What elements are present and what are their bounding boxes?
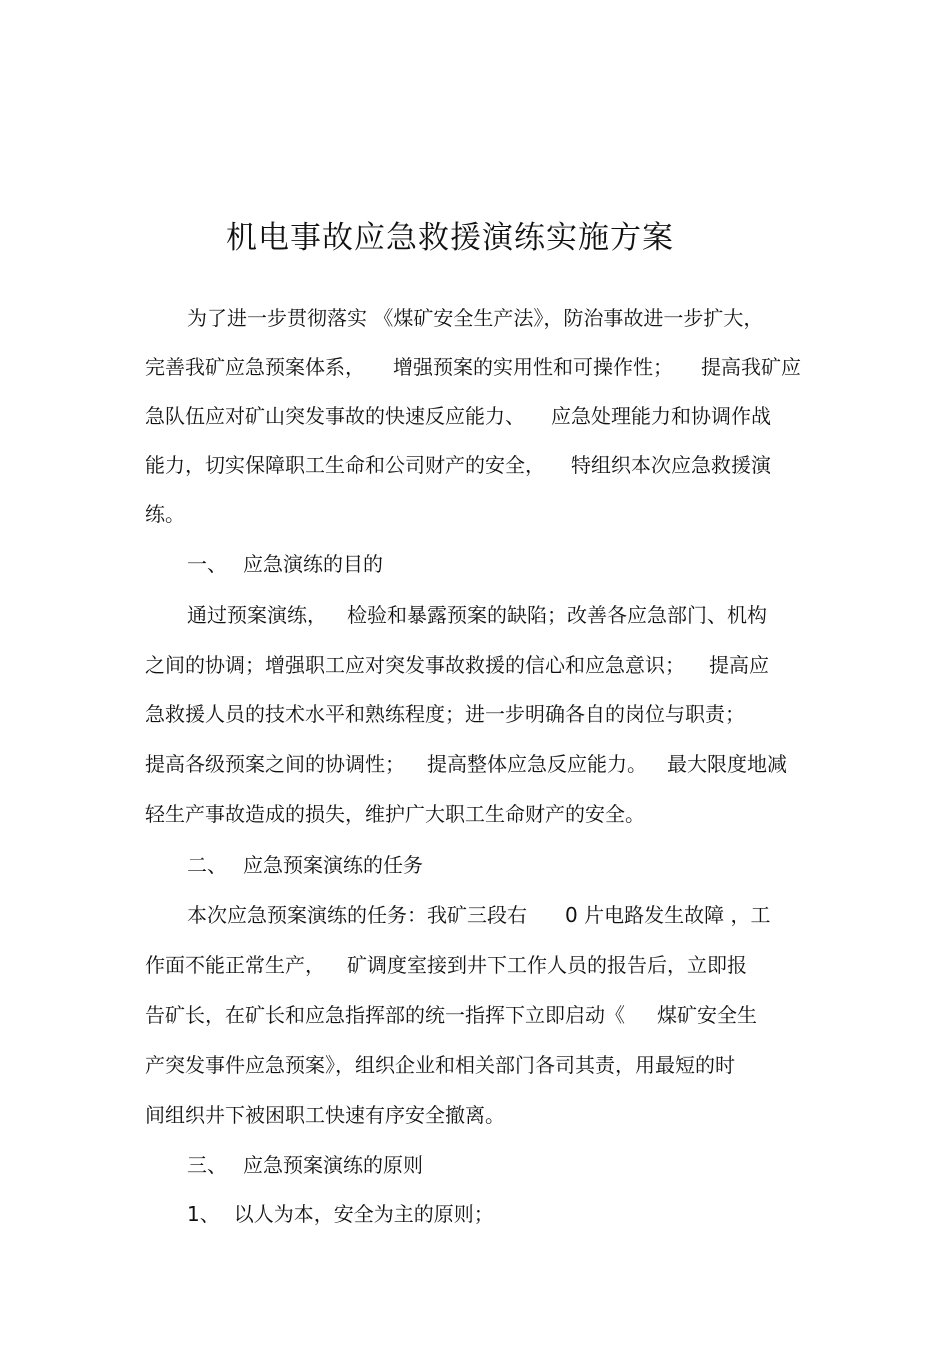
section-1-line-3 (145, 699, 745, 729)
section-heading-text: 应急预案演练的任务 (243, 853, 423, 877)
text-segment: 提高应 (709, 653, 769, 677)
text-segment: 之间的协调；增强职工应对突发事故救援的信心和应急意识； (145, 653, 685, 677)
text-segment: 急队伍应对矿山突发事故的快速反应能力、 (145, 404, 525, 428)
text-segment: 产突发事件应急预案》，组织企业和相关部门各司其责，用最短的时 (145, 1053, 735, 1077)
section-number: 二、 (187, 853, 227, 877)
section-3-heading (187, 1150, 423, 1180)
section-heading-text: 应急预案演练的原则 (243, 1153, 423, 1177)
text-segment: 作面不能正常生产， (145, 953, 325, 977)
text-segment: 检验和暴露预案的缺陷；改善各应急部门、机构 (347, 603, 767, 627)
text-segment: 特组织本次应急救援演 (571, 453, 771, 477)
text-segment: 提高各级预案之间的协调性； (145, 752, 405, 776)
text-segment: 急救援人员的技术水平和熟练程度；进一步明确各自的岗位与职责； (145, 702, 745, 726)
section-2-line-3 (145, 1000, 757, 1030)
text-segment: 本次应急预案演练的任务：我矿三段右 (187, 903, 527, 927)
section-1-line-2 (145, 650, 769, 680)
text-segment: 煤矿安全生 (657, 1003, 757, 1027)
intro-line-3 (145, 401, 771, 431)
document-title: 机电事故应急救援演练实施方案 (226, 220, 674, 256)
section-2-line-2 (145, 950, 747, 980)
text-segment: 练。 (145, 502, 185, 526)
text-segment: 轻生产事故造成的损失，维护广大职工生命财产的安全。 (145, 802, 645, 826)
text-segment: 为了进一步贯彻落实 《煤矿安全生产法》，防治事故进一步扩大， (187, 306, 764, 330)
text-segment: 最大限度地减 (667, 752, 787, 776)
text-segment: 提高整体应急反应能力。 (427, 752, 647, 776)
intro-line-5 (145, 499, 185, 529)
section-3-item-1 (187, 1199, 494, 1229)
text-segment: 应急处理能力和协调作战 (551, 404, 771, 428)
text-segment: 矿调度室接到井下工作人员的报告后，立即报 (347, 953, 747, 977)
text-segment: 间组织井下被困职工快速有序安全撤离。 (145, 1103, 505, 1127)
text-segment: 通过预案演练， (187, 603, 327, 627)
section-heading-text: 应急演练的目的 (243, 552, 383, 576)
section-2-heading (187, 850, 423, 880)
intro-line-2 (145, 352, 801, 382)
section-2-line-4 (145, 1050, 735, 1080)
list-item-text: 以人为本，安全为主的原则； (233, 1202, 494, 1226)
section-2-line-5 (145, 1100, 505, 1130)
text-segment: 能力，切实保障职工生命和公司财产的安全， (145, 453, 545, 477)
text-segment: 完善我矿应急预案体系， (145, 355, 365, 379)
text-segment: 告矿长，在矿长和应急指挥部的统一指挥下立即启动《 (145, 1003, 625, 1027)
section-1-line-4 (145, 749, 787, 779)
intro-line-1 (187, 303, 763, 333)
text-segment: 增强预案的实用性和可操作性； (393, 355, 673, 379)
section-1-heading (187, 549, 383, 579)
list-item-number: 1、 (187, 1202, 220, 1226)
section-number: 一、 (187, 552, 227, 576)
section-1-line-5 (145, 799, 645, 829)
section-2-line-1 (187, 900, 770, 930)
text-segment: 0 片电路发生故障 ，工 (565, 903, 771, 927)
section-1-line-1 (187, 600, 767, 630)
text-segment: 提高我矿应 (701, 355, 801, 379)
intro-line-4 (145, 450, 771, 480)
section-number: 三、 (187, 1153, 227, 1177)
